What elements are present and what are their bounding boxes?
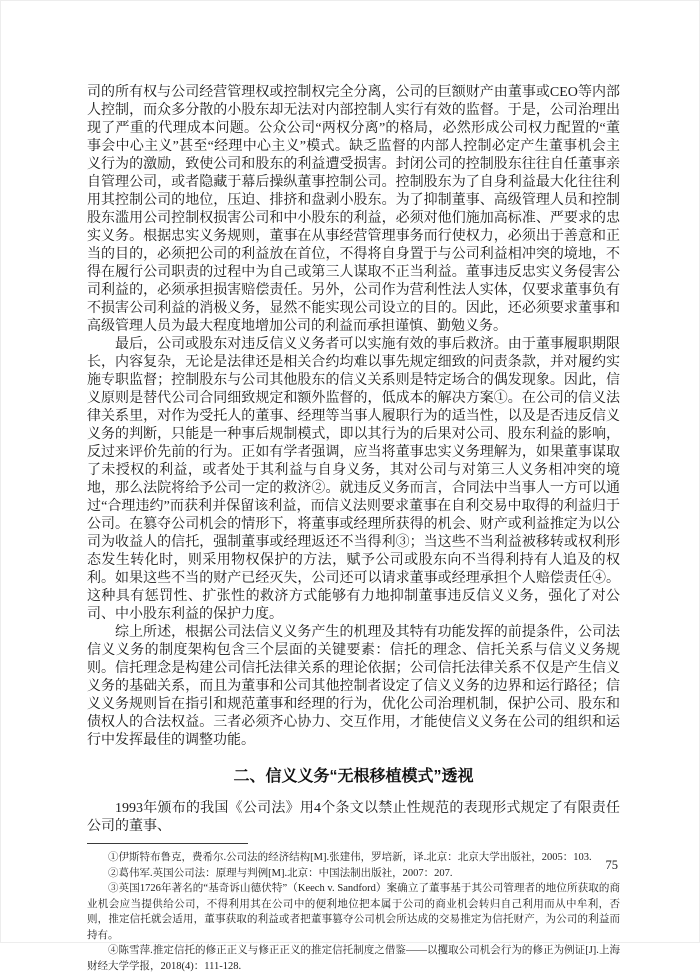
footnote-divider: [87, 843, 248, 844]
section-first-paragraph: 1993年颁布的我国《公司法》用4个条文以禁止性规范的表现形式规定了有限责任公司的董事、: [87, 801, 620, 834]
footnote-block: [87, 843, 620, 974]
footnote: ①伊斯特布鲁克，费希尔.公司法的经济结构[M].张建伟，罗培新，译.北京：北京大学出版社，2005：103.: [108, 852, 592, 863]
page-content: [87, 84, 620, 974]
body-paragraph: 综上所述，根据公司法信义义务产生的机理及其特有功能发挥的前提条件，公司法信义义务的制度架构包含三个层面的关键要素：信托的理念、信托关系与信义义务规则。信托理念是构建公司信托法律关系的理论依据；公司信托法律关系不仅是产生信义义务的基础关系，而且为董事和公司其他控制者设定了信义义务的边界和运行路径；信义义务规则旨在指引和规范董事和经理的行为，优化公司治理机制，保护公司、股东和债权人的合法权益。三者必须齐心协力、交互作用，才能使信义义务在公司的组织和运行中发挥最佳的调整功能。: [87, 625, 620, 748]
footnote: ③英国1726年著名的“基奇诉山德伏特”（Keech v. Sandford）案确立了董事基于其公司管理者的地位所获取的商业机会应当提供给公司，不得利用其在公司中的便利地位把本属于公司的商业机会转归自己利用而从中牟利，否则，推定信托就会适用，董事获取的利益或者把董事篡夺公司机会所达成的交易推定为信托财产，为公司的利益而持有。: [87, 883, 620, 941]
footnote: ②葛伟军.英国公司法：原理与判例[M].北京：中国法制出版社，2007：207.: [108, 867, 453, 879]
body-paragraph-continuation: 司的所有权与公司经营管理权或控制权完全分离，公司的巨额财产由董事或CEO等内部人控制，而众多分散的小股东却无法对内部控制人实行有效的监督。于是，公司治理出现了严重的代理成本问题。公众公司“两权分离”的格局，必然形成公司权力配置的“董事会中心主义”甚至“经理中心主义”模式。缺乏监督的内部人控制必定产生董事机会主义行为的激励，致使公司和股东的利益遭受损害。封闭公司的控制股东往往自任董事亲自管理公司，或者隐藏于幕后操纵董事控制公司。控制股东为了自身利益最大化往往利用其控制公司的地位，压迫、排挤和盘剥小股东。为了抑制董事、高级管理人员和控制股东滥用公司控制权损害公司和中小股东的利益，必须对他们施加高标准、严要求的忠实义务。根据忠实义务规则，董事在从事经营管理事务而行使权力，必须出于善意和正当的目的，必须把公司的利益放在首位，不得将自身置于与公司利益相冲突的境地，不得在履行公司职责的过程中为自己或第三人谋取不正当利益。董事违反忠实义务侵害公司利益的，必须承担损害赔偿责任。另外，公司作为营利性法人实体，仅要求董事负有不损害公司利益的消极义务，显然不能实现公司设立的目的。因此，还必须要求董事和高级管理人员为最大程度地增加公司的利益而承担谨慎、勤勉义务。: [87, 85, 620, 334]
page-number: 75: [605, 858, 618, 872]
footnote: ④陈雪萍.推定信托的修正正义与修正正义的推定信托制度之借鉴——以攫取公司机会行为的修正为例证[J].上海财经大学学报，2018(4)：111-128.: [87, 945, 620, 972]
section-heading: 二、信义义务“无根移植模式”透视: [233, 768, 474, 785]
body-paragraph: 最后，公司或股东对违反信义义务者可以实施有效的事后救济。由于董事履职期限长，内容复杂，无论是法律还是相关合约均难以事先规定细致的问责条款，并对履约实施专职监督；控制股东与公司其他股东的信义关系则是特定场合的偶发现象。因此，信义原则是替代公司合同细致规定和额外监督的，低成本的解决方案①。在公司的信义法律关系里，对作为受托人的董事、经理等当事人履职行为的适当性，以及是否违反信义义务的判断，只能是一种事后规制模式，即以其行为的后果对公司、股东利益的影响，反过来评价先前的行为。正如有学者强调，应当将董事忠实义务理解为，如果董事谋取了未授权的利益，或者处于其利益与自身义务，其对公司与对第三人义务相冲突的境地，那么法院将给予公司一定的救济②。就违反义务而言，合同法中当事人一方可以通过“合理违约”而获利并保留该利益，而信义法则要求董事在自利交易中取得的利益归于公司。在篡夺公司机会的情形下，将董事或经理所获得的机会、财产或利益推定为以公司为收益人的信托，强制董事或经理返还不当得利③；当这些不当利益被移转或权利形态发生转化时，则采用物权保护的方法，赋予公司或股东向不当得利持有人追及的权利。如果这些不当的财产已经灭失，公司还可以请求董事或经理承担个人赔偿责任④。这种具有惩罚性、扩张性的救济方式能够有力地抑制董事违反信义义务，强化了对公司、中小股东利益的保护力度。: [87, 337, 620, 622]
